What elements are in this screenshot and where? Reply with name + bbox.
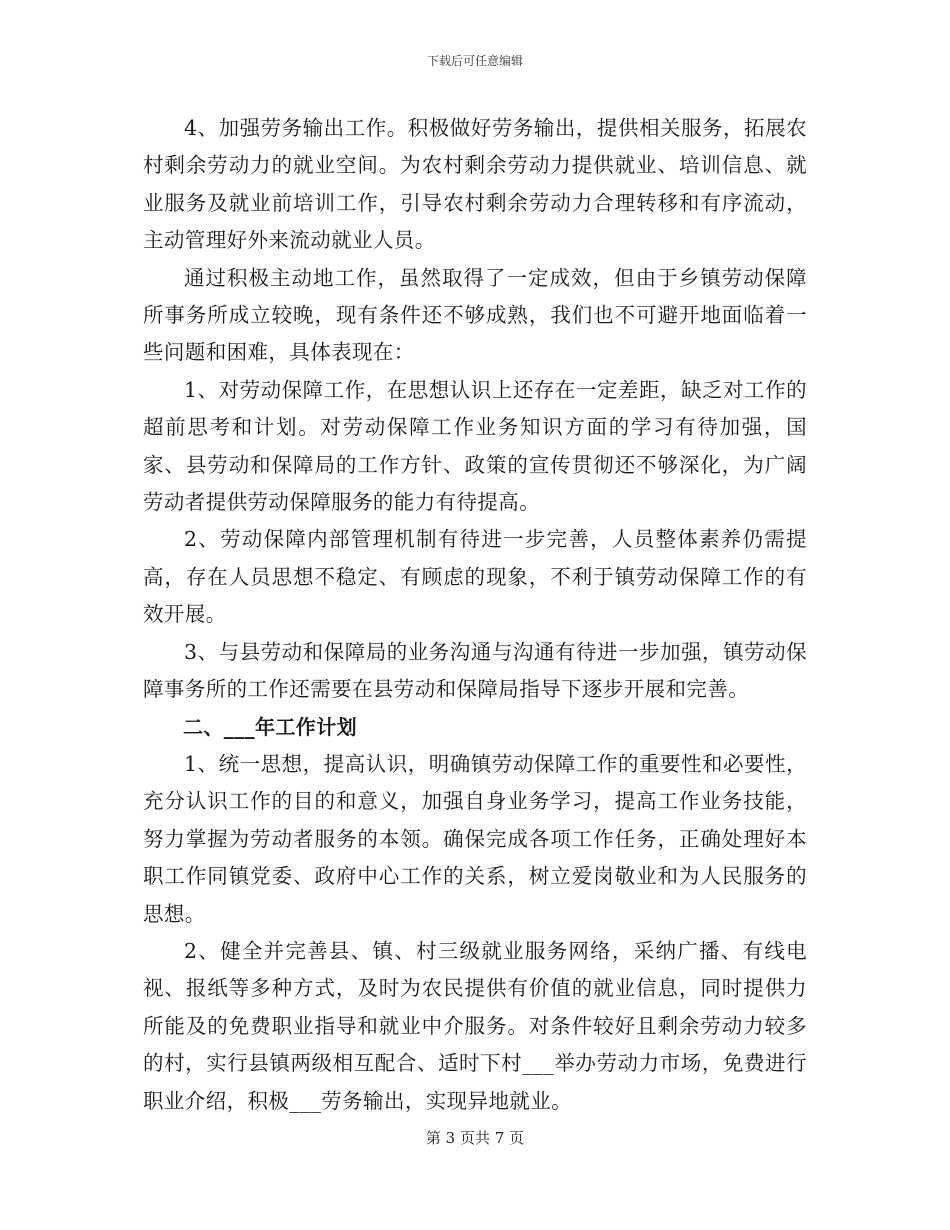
page-number: 第 3 页共 7 页 xyxy=(425,1129,525,1147)
paragraph-plan-2: 2、健全并完善县、镇、村三级就业服务网络，采纳广播、有线电视、报纸等多种方式，及时为农民提供有价值的就业信息，同时提供力所能及的免费职业指导和就业中介服务。对条件较好且剩余劳动力较多的村，实行县镇两级相互配合、适时下村___举办劳动力市场，免费进行职业介绍，积极___劳务输出，实现异地就业。 xyxy=(143,938,807,1113)
page-header-note: 下载后可任意编辑 xyxy=(426,54,523,68)
paragraph-problem-2: 2、劳动保障内部管理机制有待进一步完善，人员整体素养仍需提高，存在人员思想不稳定、有顾虑的现象，不利于镇劳动保障工作的有效开展。 xyxy=(143,527,807,627)
section-heading-work-plan: 二、___年工作计划 xyxy=(183,714,357,739)
paragraph-problem-3: 3、与县劳动和保障局的业务沟通与沟通有待进一步加强，镇劳动保障事务所的工作还需要在县劳动和保障局指导下逐步开展和完善。 xyxy=(143,639,807,702)
paragraph-problems-intro: 通过积极主动地工作，虽然取得了一定成效，但由于乡镇劳动保障所事务所成立较晚，现有条件还不够成熟，我们也不可避开地面临着一些问题和困难，具体表现在： xyxy=(143,265,807,365)
paragraph-problem-1: 1、对劳动保障工作，在思想认识上还存在一定差距，缺乏对工作的超前思考和计划。对劳动保障工作业务知识方面的学习有待加强，国家、县劳动和保障局的工作方针、政策的宣传贯彻还不够深化，为广阔劳动者提供劳动保障服务的能力有待提高。 xyxy=(143,377,807,515)
paragraph-labor-export: 4、加强劳务输出工作。积极做好劳务输出，提供相关服务，拓展农村剩余劳动力的就业空间。为农村剩余劳动力提供就业、培训信息、就业服务及就业前培训工作，引导农村剩余劳动力合理转移和有序流动，主动管理好外来流动就业人员。 xyxy=(143,116,807,253)
paragraph-plan-1: 1、统一思想，提高认识，明确镇劳动保障工作的重要性和必要性，充分认识工作的目的和意义，加强自身业务学习，提高工作业务技能，努力掌握为劳动者服务的本领。确保完成各项工作任务，正确处理好本职工作同镇党委、政府中心工作的关系，树立爱岗敬业和为人民服务的思想。 xyxy=(143,751,807,926)
document-body xyxy=(143,110,807,1120)
